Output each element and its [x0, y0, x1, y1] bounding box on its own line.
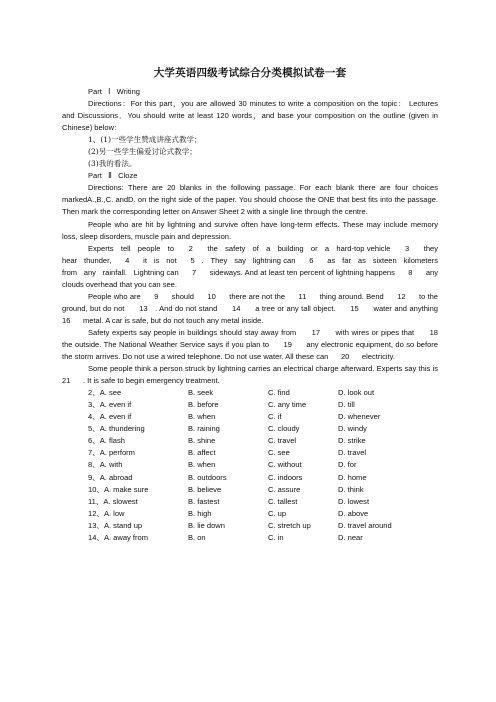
option-d: D. till	[338, 400, 355, 410]
part2-heading: Part Ⅱ Cloze	[88, 171, 138, 181]
option-c: C. indoors	[268, 472, 303, 482]
option-d: D. for	[338, 460, 357, 470]
option-b: B. outdoors	[188, 472, 227, 482]
option-b: B. lie down	[188, 520, 225, 530]
option-b: B. when	[188, 460, 216, 470]
option-row	[62, 496, 438, 508]
option-b: B. affect	[188, 448, 216, 458]
option-a: 2、A. see	[88, 388, 122, 398]
option-d: D. travel around	[338, 520, 392, 530]
option-d: D. think	[338, 484, 364, 494]
option-a: 13、A. stand up	[88, 520, 143, 530]
option-row	[62, 411, 438, 423]
option-d: D. whenever	[338, 412, 381, 422]
option-a: 12、A. low	[88, 508, 125, 518]
option-row	[62, 435, 438, 447]
option-c: C. stretch up	[268, 520, 311, 530]
part1-heading: Part Ⅰ Writing	[88, 87, 140, 96]
option-d: D. look out	[338, 388, 375, 398]
option-row	[62, 484, 438, 496]
option-d: D. travel	[338, 448, 367, 458]
option-row	[62, 399, 438, 411]
option-row	[62, 423, 438, 435]
option-b: B. seek	[188, 388, 214, 398]
option-c: C. in	[268, 532, 284, 542]
part2-directions: Directions: There are 20 blanks in the following passage. For each blank there are four choices markedA.,B.,C. andD. on the right side of the paper. You should choose the ONE that best fits into the passage. Then mark the corresponding letter on Answer Sheet 2 with a single line through the centre.	[62, 183, 445, 217]
option-a: 8、A. with	[88, 460, 123, 470]
part1-directions: Directions：For this part，you are allowed 30 minutes to write a composition on the topic： Lectures and Discussions．You should write at least 120 words，and base your composition on the outline (given in Chinese) below：	[62, 99, 438, 133]
passage-paragraph-4: Safety experts say people in buildings should stay away from 17 with wires or pipes that 18 the outside. The National Weather Service says if you plan to 19 any electronic equipment, do so before the storm arrives. Do not use a wired telephone. Do not use water. All these can 20 electricity.	[62, 327, 451, 362]
option-a: 4、A. even if	[88, 412, 132, 422]
option-row	[62, 520, 438, 532]
option-d: D. strike	[338, 436, 366, 446]
option-a: 10、A. make sure	[88, 484, 149, 494]
passage-paragraph-2: Experts tell people to 2 the safety of a building or a hard-top vehicle 3 they hear thunder, 4 it is not 5 . They say lightning can 6 as far as sixteen kilometers from any rainfall. Lightning can 7 sideways. And at least ten percent of lightning happens 8 any clouds overhead that you can see.	[62, 243, 445, 289]
option-c: C. find	[268, 388, 290, 398]
option-row	[62, 387, 438, 399]
option-a: 5、A. thundering	[88, 424, 145, 434]
option-row	[62, 508, 438, 520]
option-c: C. without	[268, 460, 302, 470]
outline-item-1: 1、(1)一些学生赞成讲座式教学；	[88, 135, 202, 145]
option-a: 3、A. even if	[88, 400, 132, 410]
options-list	[62, 387, 438, 544]
option-b: B. before	[188, 400, 219, 410]
option-c: C. cloudy	[268, 424, 300, 434]
option-b: B. shine	[188, 436, 216, 446]
option-b: B. on	[188, 532, 206, 542]
option-c: C. see	[268, 448, 290, 458]
option-a: 7、A. perform	[88, 448, 135, 458]
option-d: D. home	[338, 472, 367, 482]
passage-paragraph-3: People who are 9 should 10 there are not the 11 thing around. Bend 12 to the ground, but do not 13 . And do not stand 14 a tree or any tall object. 15 water and anything 16 metal. A car is safe, but do not touch any metal inside.	[62, 291, 451, 325]
option-row	[62, 472, 438, 484]
option-d: D. windy	[338, 424, 367, 434]
option-d: D. lowest	[338, 496, 370, 506]
passage-paragraph-1: People who are hit by lightning and survive often have long-term effects. These may include memory loss, sleep disorders, muscle pain and depression.	[62, 219, 441, 241]
option-row	[62, 459, 438, 471]
option-row	[62, 532, 438, 544]
option-d: D. above	[338, 508, 369, 518]
passage-paragraph-5: Some people think a person struck by lightning carries an electrical charge afterward. Experts say this is 21 . It is safe to begin emergency treatment.	[62, 364, 451, 386]
option-c: C. any time	[268, 400, 307, 410]
option-row	[62, 447, 438, 459]
page-title: 大学英语四级考试综合分类模拟试卷一套	[153, 67, 347, 79]
option-a: 6、A. flash	[88, 436, 125, 446]
option-a: 9、A. abroad	[88, 472, 133, 482]
option-b: B. raining	[188, 424, 220, 434]
option-c: C. tallest	[268, 496, 298, 506]
option-c: C. up	[268, 508, 287, 518]
option-a: 11、A. slowest	[88, 496, 138, 506]
option-c: C. travel	[268, 436, 297, 446]
option-b: B. high	[188, 508, 212, 518]
option-a: 14、A. away from	[88, 532, 148, 542]
outline-item-2: (2)另一些学生偏爱讨论式教学；	[88, 147, 197, 157]
option-b: B. when	[188, 412, 216, 422]
option-c: C. if	[268, 412, 282, 422]
option-b: B. believe	[188, 484, 222, 494]
option-d: D. near	[338, 532, 363, 542]
outline-item-3: (3)我的看法。	[88, 159, 137, 169]
option-c: C. assure	[268, 484, 301, 494]
option-b: B. fastest	[188, 496, 220, 506]
